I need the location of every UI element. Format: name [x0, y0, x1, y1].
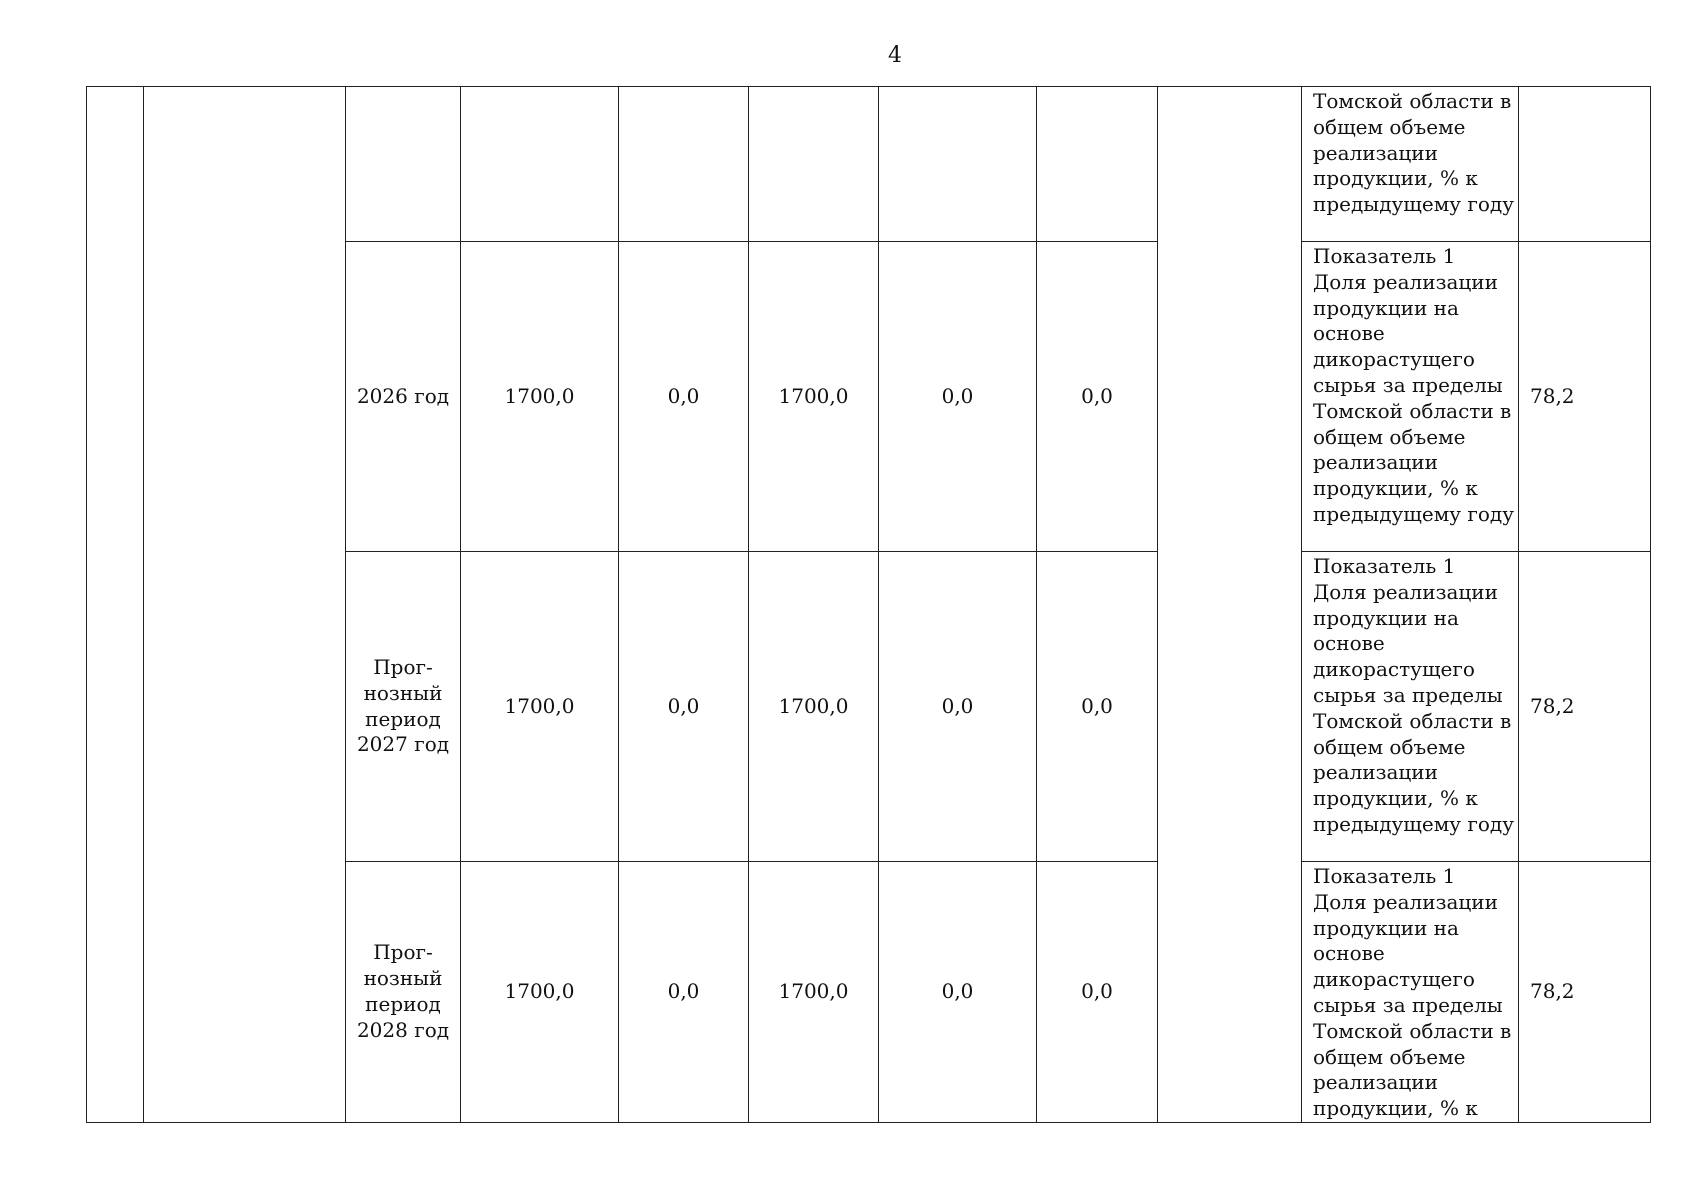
target-value-cell: [1519, 87, 1651, 242]
total-cell: 1700,0: [461, 862, 619, 1123]
regional-cell: 1700,0: [749, 862, 879, 1123]
regional-cell: [749, 87, 879, 242]
target-value-cell: 78,2: [1519, 242, 1651, 552]
other-cell: [1037, 87, 1158, 242]
other-cell: 0,0: [1037, 242, 1158, 552]
target-value-cell: 78,2: [1519, 862, 1651, 1123]
participant-cell: [1158, 87, 1302, 1123]
program-financing-table: [86, 86, 1651, 1123]
local-cell: 0,0: [879, 242, 1037, 552]
local-cell: 0,0: [879, 552, 1037, 862]
federal-cell: [619, 87, 749, 242]
indicator-cell: Показатель 1 Доля реализации продукции на основе дикорастущего сырья за пределы Томской области в общем объеме реализации продукции, % к предыдущему году: [1302, 552, 1519, 862]
indicator-cell: Показатель 1 Доля реализации продукции на основе дикорастущего сырья за пределы Томской области в общем объеме реализации продукции, % к: [1302, 862, 1519, 1123]
period-cell: 2026 год: [346, 242, 461, 552]
federal-cell: 0,0: [619, 242, 749, 552]
event-name-cell: [144, 87, 346, 1123]
federal-cell: 0,0: [619, 862, 749, 1123]
other-cell: 0,0: [1037, 862, 1158, 1123]
indicator-cell: Томской области в общем объеме реализации продукции, % к предыдущему году: [1302, 87, 1519, 242]
table-row: [87, 87, 1651, 242]
regional-cell: 1700,0: [749, 552, 879, 862]
local-cell: [879, 87, 1037, 242]
local-cell: 0,0: [879, 862, 1037, 1123]
period-cell: Прог- нозный период 2027 год: [346, 552, 461, 862]
total-cell: 1700,0: [461, 242, 619, 552]
page-number: 4: [888, 43, 902, 68]
total-cell: 1700,0: [461, 552, 619, 862]
regional-cell: 1700,0: [749, 242, 879, 552]
target-value-cell: 78,2: [1519, 552, 1651, 862]
federal-cell: 0,0: [619, 552, 749, 862]
total-cell: [461, 87, 619, 242]
other-cell: 0,0: [1037, 552, 1158, 862]
period-cell: Прог- нозный период 2028 год: [346, 862, 461, 1123]
period-cell: [346, 87, 461, 242]
indicator-cell: Показатель 1 Доля реализации продукции на основе дикорастущего сырья за пределы Томской области в общем объеме реализации продукции, % к предыдущему году: [1302, 242, 1519, 552]
row-number-cell: [87, 87, 144, 1123]
